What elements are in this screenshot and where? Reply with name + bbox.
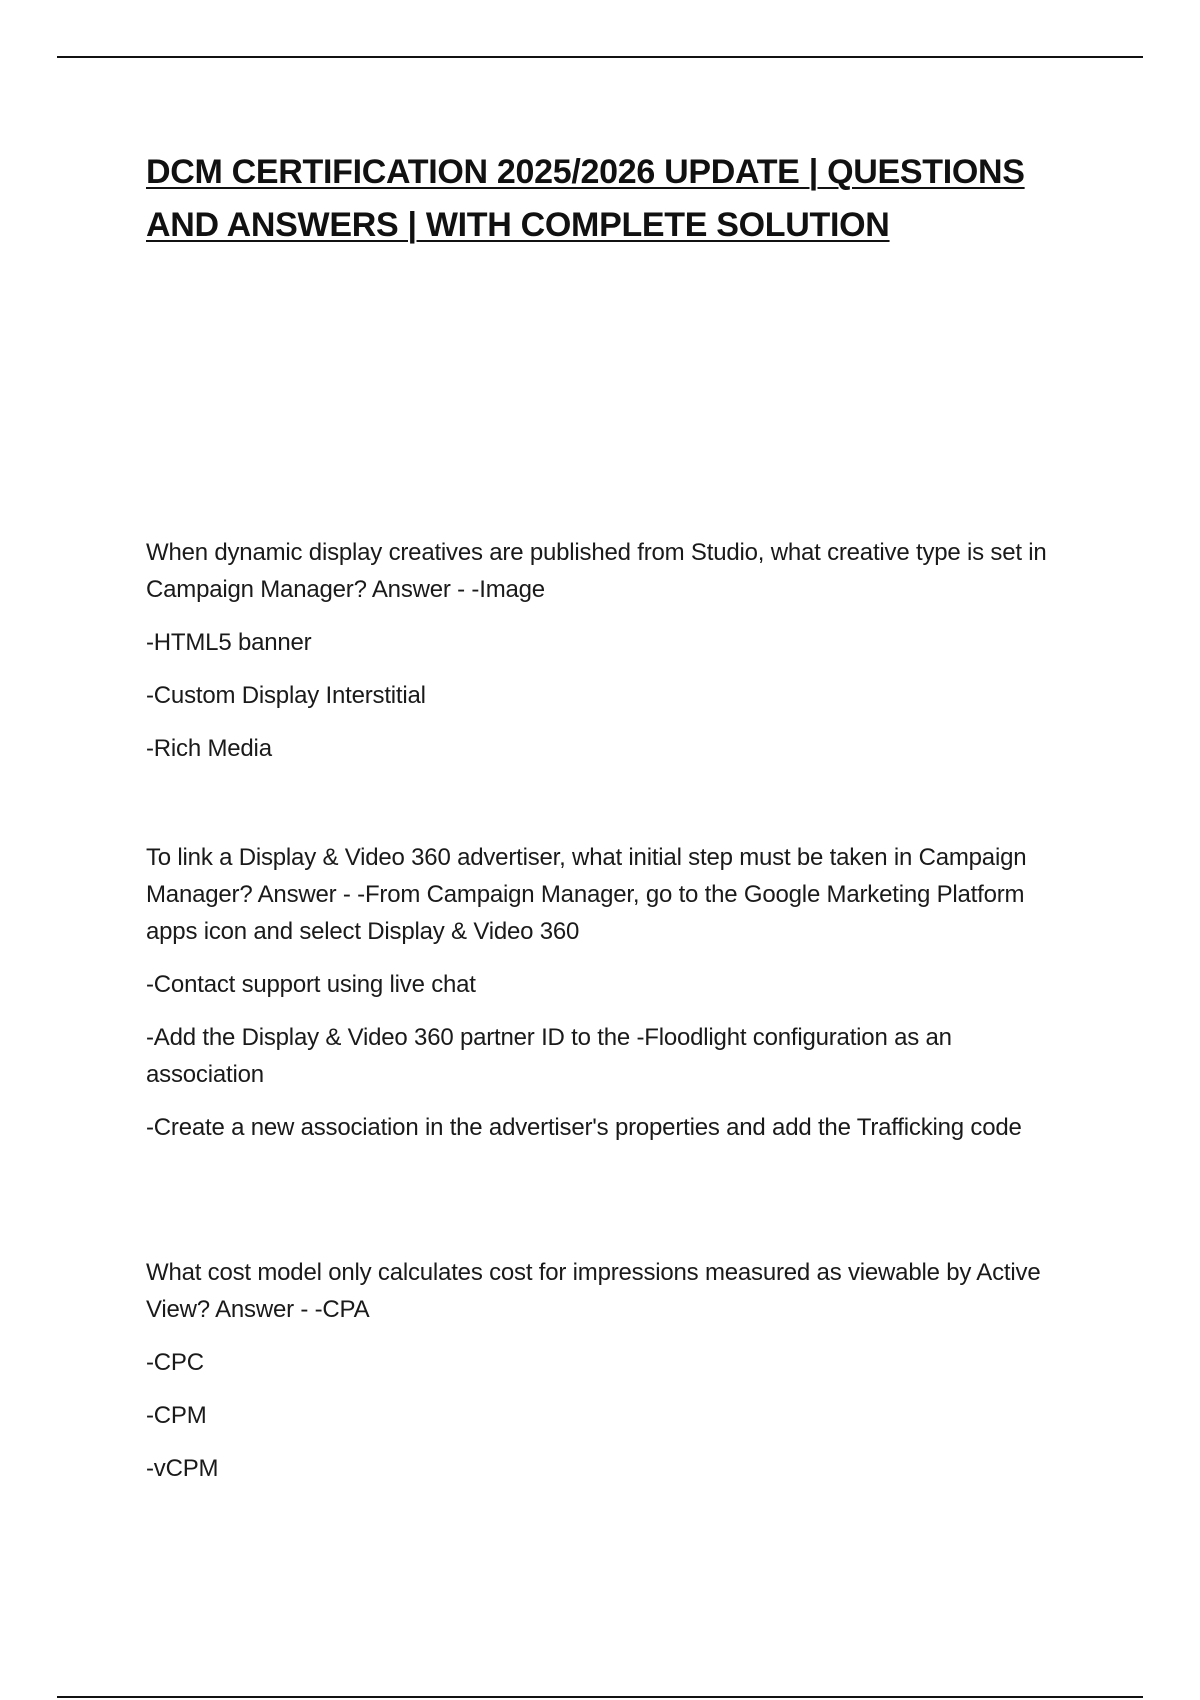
question-text: When dynamic display creatives are published from Studio, what creative type is set in Campaign Manager? Answer - -Image <box>146 539 1047 603</box>
question-block <box>146 534 1066 783</box>
answer-option: -HTML5 banner <box>146 629 312 656</box>
answer-option: -Custom Display Interstitial <box>146 682 426 709</box>
question-block <box>146 1254 1066 1503</box>
answer-option: -Add the Display & Video 360 partner ID to the -Floodlight configuration as an association <box>146 1024 952 1088</box>
document-title: DCM CERTIFICATION 2025/2026 UPDATE | QUESTIONS AND ANSWERS | WITH COMPLETE SOLUTION <box>146 153 1025 244</box>
question-text: To link a Display & Video 360 advertiser, what initial step must be taken in Campaign Manager? Answer - -From Campaign Manager, go to the Google Marketing Platform apps icon and select Display & Video 360 <box>146 844 1027 945</box>
answer-option: -vCPM <box>146 1455 219 1482</box>
question-text: What cost model only calculates cost for impressions measured as viewable by Active View? Answer - -CPA <box>146 1259 1041 1323</box>
bottom-divider <box>57 1696 1143 1698</box>
answer-option: -CPC <box>146 1349 204 1376</box>
top-divider <box>57 56 1143 58</box>
answer-option: -Rich Media <box>146 735 272 762</box>
answer-option: -Create a new association in the advertiser's properties and add the Trafficking code <box>146 1114 1022 1141</box>
answer-option: -Contact support using live chat <box>146 971 476 998</box>
answer-option: -CPM <box>146 1402 207 1429</box>
question-block <box>146 839 1066 1162</box>
